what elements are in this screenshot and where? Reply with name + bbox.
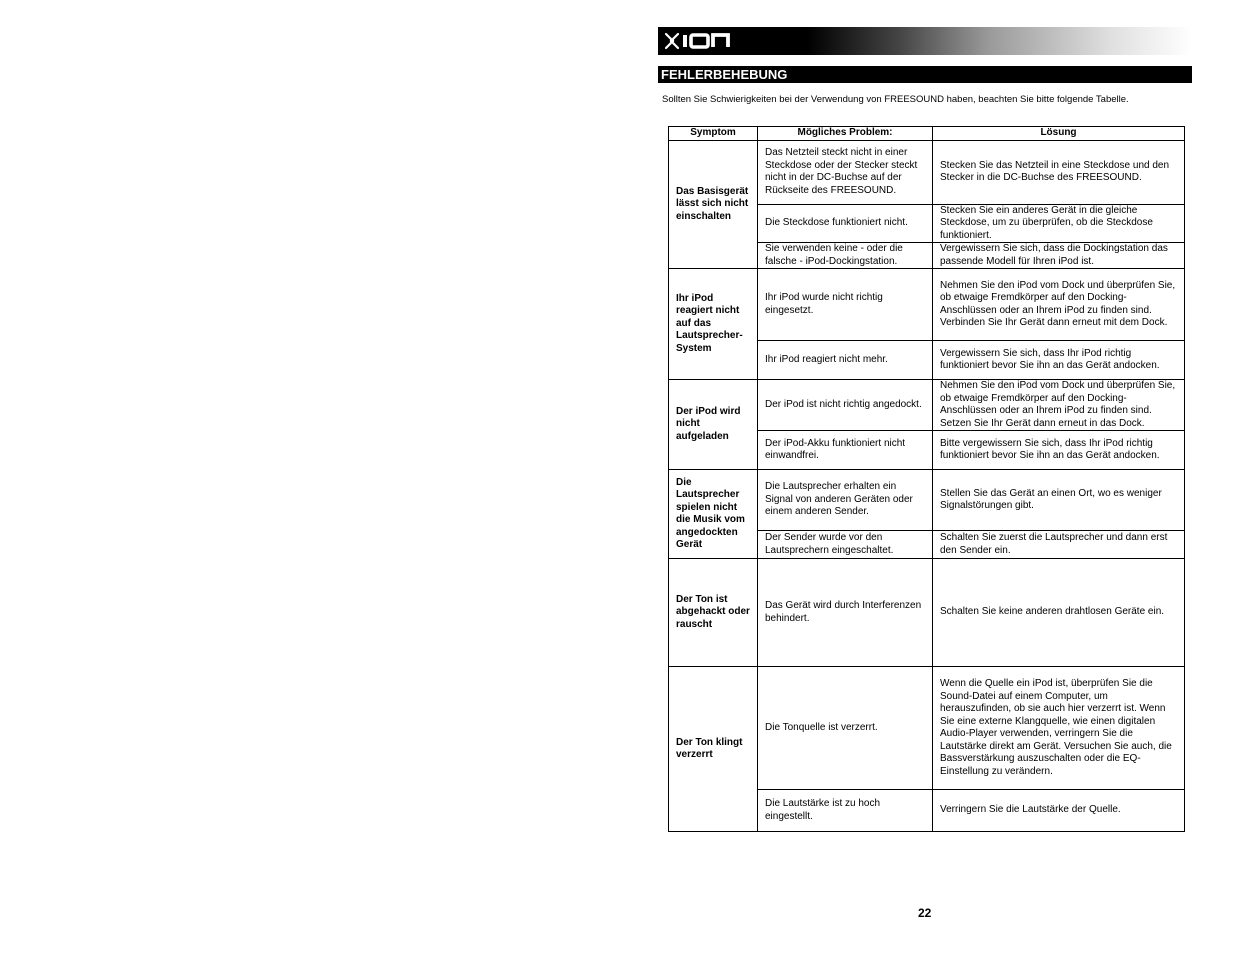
symptom-cell: Die Lautsprecher spielen nicht die Musik vom angedockten Gerät [669,470,758,559]
table-row [669,140,1185,204]
problem-cell: Die Tonquelle ist verzerrt. [758,667,933,790]
problem-cell: Das Gerät wird durch Interferenzen behindert. [758,559,933,667]
symptom-cell: Der Ton ist abgehackt oder rauscht [669,559,758,667]
solution-cell: Stecken Sie ein anderes Gerät in die gleiche Steckdose, um zu überprüfen, ob die Steckdose funktioniert. [933,204,1185,243]
table-header-row [669,127,1185,141]
table-row [669,470,1185,531]
problem-cell: Ihr iPod reagiert nicht mehr. [758,341,933,380]
ion-logo [662,29,734,53]
solution-cell: Nehmen Sie den iPod vom Dock und überprüfen Sie, ob etwaige Fremdkörper auf den Docking-Anschlüssen oder an Ihrem iPod zu finden sind. Verbinden Sie Ihr Gerät dann erneut mit dem Dock. [933,269,1185,341]
problem-cell: Die Lautstärke ist zu hoch eingestellt. [758,790,933,832]
problem-cell: Der iPod-Akku funktioniert nicht einwandfrei. [758,431,933,470]
solution-cell: Stellen Sie das Gerät an einen Ort, wo es weniger Signalstörungen gibt. [933,470,1185,531]
problem-cell: Das Netzteil steckt nicht in einer Steckdose oder der Stecker steckt nicht in der DC-Buchse auf der Rückseite des FREESOUND. [758,140,933,204]
column-header-symptom: Symptom [669,127,758,141]
solution-cell: Verringern Sie die Lautstärke der Quelle. [933,790,1185,832]
section-title: FEHLERBEHEBUNG [658,66,1192,83]
table-row [669,667,1185,790]
column-header-problem: Mögliches Problem: [758,127,933,141]
solution-cell: Stecken Sie das Netzteil in eine Steckdose und den Stecker in die DC-Buchse des FREESOUND. [933,140,1185,204]
table-row [669,269,1185,341]
page-number: 22 [918,906,932,920]
solution-cell: Nehmen Sie den iPod vom Dock und überprüfen Sie, ob etwaige Fremdkörper auf den Docking-Anschlüssen oder an Ihrem iPod zu finden sind. Setzen Sie Ihr Gerät dann erneut in das Dock. [933,380,1185,431]
problem-cell: Der iPod ist nicht richtig angedockt. [758,380,933,431]
symptom-cell: Ihr iPod reagiert nicht auf das Lautsprecher-System [669,269,758,380]
symptom-cell: Der iPod wird nicht aufgeladen [669,380,758,470]
solution-cell: Bitte vergewissern Sie sich, dass Ihr iPod richtig funktioniert bevor Sie ihn an das Gerät andocken. [933,431,1185,470]
solution-cell: Schalten Sie zuerst die Lautsprecher und dann erst den Sender ein. [933,531,1185,559]
table-row [669,380,1185,431]
problem-cell: Ihr iPod wurde nicht richtig eingesetzt. [758,269,933,341]
problem-cell: Die Steckdose funktioniert nicht. [758,204,933,243]
solution-cell: Wenn die Quelle ein iPod ist, überprüfen Sie die Sound-Datei auf einem Computer, um herauszufinden, ob sie auch hier verzerrt ist. Wenn Sie eine externe Klangquelle, wie einen digitalen Audio-Player verwenden, verringern Sie die Lautstärke direkt am Gerät. Versuchen Sie auch, die Bassverstärkung auszuschalten oder die EQ-Einstellung zu verändern. [933,667,1185,790]
problem-cell: Der Sender wurde vor den Lautsprechern eingeschaltet. [758,531,933,559]
symptom-cell: Der Ton klingt verzerrt [669,667,758,832]
header-bar [658,27,1192,55]
symptom-cell: Das Basisgerät lässt sich nicht einschalten [669,140,758,269]
problem-cell: Sie verwenden keine - oder die falsche - iPod-Dockingstation. [758,243,933,269]
problem-cell: Die Lautsprecher erhalten ein Signal von anderen Geräten oder einem anderen Sender. [758,470,933,531]
solution-cell: Vergewissern Sie sich, dass Ihr iPod richtig funktioniert bevor Sie ihn an das Gerät andocken. [933,341,1185,380]
intro-text: Sollten Sie Schwierigkeiten bei der Verwendung von FREESOUND haben, beachten Sie bitte folgende Tabelle. [662,94,1129,105]
table-row [669,559,1185,667]
solution-cell: Vergewissern Sie sich, dass die Dockingstation das passende Modell für Ihren iPod ist. [933,243,1185,269]
troubleshooting-table [668,126,1185,832]
column-header-solution: Lösung [933,127,1185,141]
solution-cell: Schalten Sie keine anderen drahtlosen Geräte ein. [933,559,1185,667]
